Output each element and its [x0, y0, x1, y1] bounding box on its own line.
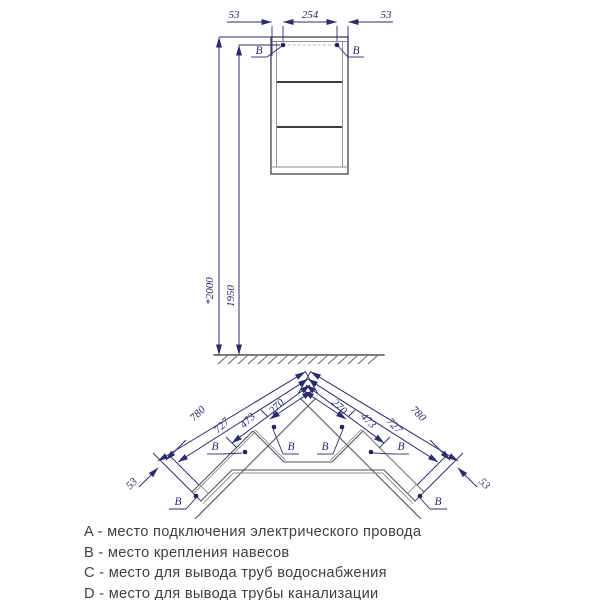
dim-2000: *2000: [204, 277, 216, 305]
legend-item-c: C - место для вывода труб водоснабжения: [84, 565, 387, 581]
mount-dot: [369, 450, 374, 455]
cabinet-outline: [271, 37, 348, 174]
plan-dimensions-left: [124, 371, 318, 492]
dim-473-right: 473: [358, 410, 379, 431]
front-elevation-view: [204, 9, 393, 364]
plan-corner-view: [124, 371, 493, 519]
mount-dot: [272, 425, 277, 430]
mount-dot: [418, 494, 423, 499]
legend-item-b: B - место крепления навесов: [84, 544, 290, 561]
legend-item-d: D - место для вывода трубы канализации: [84, 585, 379, 600]
dim-53-end-right: 53: [475, 475, 493, 493]
corner-cabinet-outline: [192, 429, 424, 503]
mount-label-b: B: [321, 441, 329, 453]
legend: [84, 522, 421, 600]
dim-780-right: 780: [408, 403, 429, 424]
mount-label-b: B: [287, 441, 295, 453]
top-width-dimensions: [227, 9, 393, 56]
mount-label-b: B: [397, 441, 405, 453]
mount-label-b: B: [434, 496, 442, 508]
mount-dot: [194, 494, 199, 499]
mount-label-b: B: [174, 496, 182, 508]
dim-270-left: 270: [266, 396, 287, 417]
dim-53-end-left: 53: [123, 475, 141, 493]
dim-727-left: 727: [211, 415, 232, 436]
mount-label-b: B: [352, 45, 360, 57]
mount-dot: [243, 450, 248, 455]
mount-label-b: B: [255, 45, 263, 57]
dim-270-right: 270: [329, 396, 350, 417]
height-dimensions: [204, 37, 280, 355]
mount-label-b: B: [211, 441, 219, 453]
dim-780-left: 780: [187, 403, 208, 424]
legend-item-a: A - место подключения электрического провода: [84, 524, 422, 540]
plan-dimensions-right: [298, 371, 493, 492]
dim-254: 254: [301, 9, 319, 21]
dim-727-right: 727: [384, 415, 405, 436]
dim-53-left: 53: [228, 9, 240, 21]
floor-line: [214, 355, 384, 364]
floor-hatching: [218, 356, 377, 364]
dim-1950: 1950: [225, 285, 237, 307]
dim-473-left: 473: [237, 410, 258, 431]
dim-53-right: 53: [380, 9, 392, 21]
mount-dot: [340, 425, 345, 430]
